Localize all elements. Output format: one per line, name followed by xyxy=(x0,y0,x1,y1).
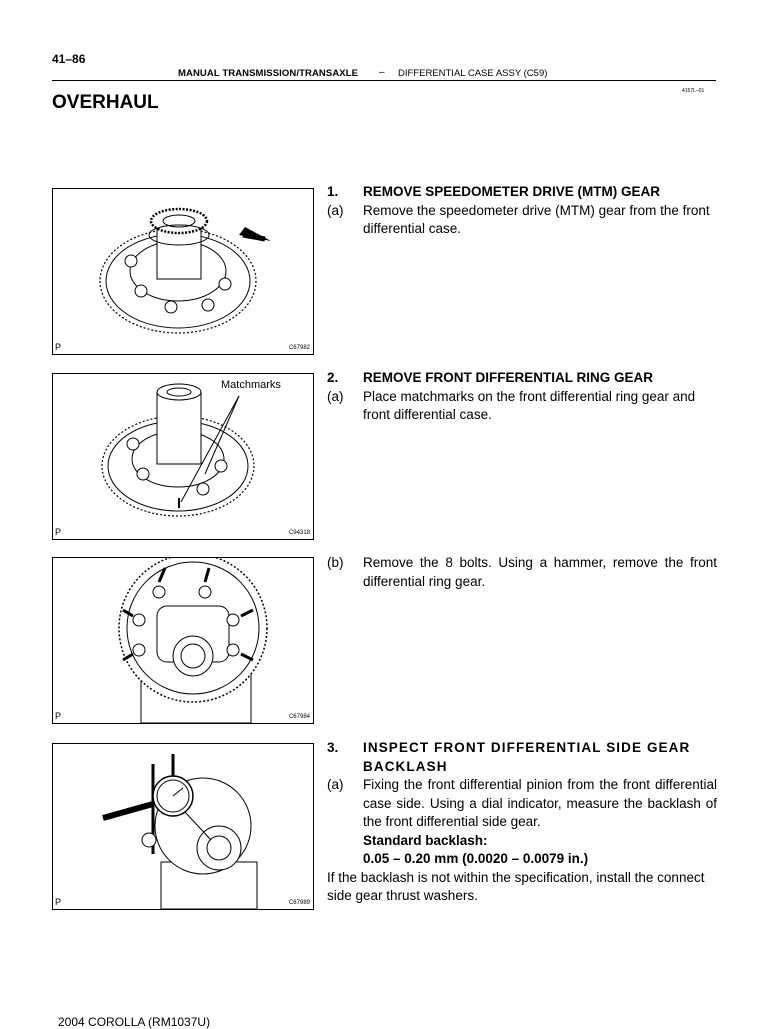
ring-gear-bolts-illustration xyxy=(53,558,313,723)
figure-code: C67984 xyxy=(288,714,310,720)
step-title: REMOVE FRONT DIFFERENTIAL RING GEAR xyxy=(363,370,654,385)
substep-text: Remove the 8 bolts. Using a hammer, remove the front differential ring gear. xyxy=(363,555,717,589)
step-note: If the backlash is not within the specification, install the connect side gear thrust washers. xyxy=(327,869,705,903)
figure-matchmarks xyxy=(52,373,314,540)
step-3 xyxy=(327,739,717,906)
step-title: INSPECT FRONT DIFFERENTIAL SIDE GEAR BACKLASH xyxy=(363,740,691,774)
figure-code: C94318 xyxy=(288,530,310,536)
substep-key: (a) xyxy=(327,202,344,218)
header-rule xyxy=(52,80,716,81)
figure-p-mark: P xyxy=(55,527,62,537)
spec-value: 0.05 – 0.20 mm (0.0020 – 0.0079 in.) xyxy=(363,851,589,866)
step-number: 3. xyxy=(327,740,339,755)
substep-text: Remove the speedometer drive (MTM) gear from the front differential case. xyxy=(363,202,710,236)
spec-label: Standard backlash: xyxy=(363,832,488,848)
figure-p-mark: P xyxy=(55,897,62,907)
step-2 xyxy=(327,369,717,425)
figure-p-mark: P xyxy=(55,711,62,721)
dial-indicator-illustration xyxy=(53,744,313,909)
header-section: DIFFERENTIAL CASE ASSY (C59) xyxy=(398,68,548,79)
step-2b xyxy=(327,554,717,591)
speedometer-gear-illustration xyxy=(53,189,313,354)
footer: 2004 COROLLA (RM1037U) xyxy=(58,1015,211,1029)
substep-key: (a) xyxy=(327,388,344,404)
figure-speedometer-gear xyxy=(52,188,314,355)
step-number: 1. xyxy=(327,184,339,199)
substep-text: Place matchmarks on the front differential ring gear and front differential case. xyxy=(363,388,696,422)
header-chapter: MANUAL TRANSMISSION/TRANSAXLE xyxy=(178,68,359,79)
figure-code: C67982 xyxy=(288,345,310,351)
step-1 xyxy=(327,183,717,239)
figure-dial-indicator xyxy=(52,743,314,910)
page-code: 4157L–01 xyxy=(682,88,705,94)
figure-code: C67989 xyxy=(288,900,310,906)
ring-gear-matchmarks-illustration xyxy=(53,374,313,539)
substep-key: (a) xyxy=(327,777,344,792)
step-title: REMOVE SPEEDOMETER DRIVE (MTM) GEAR xyxy=(363,184,661,199)
header-separator: – xyxy=(379,67,385,78)
figure-p-mark: P xyxy=(55,342,62,352)
page-number: 41–86 xyxy=(52,52,86,66)
page-title: OVERHAUL xyxy=(52,92,159,113)
figure-ring-gear-bolts xyxy=(52,557,314,724)
substep-key: (b) xyxy=(327,555,344,570)
step-number: 2. xyxy=(327,370,339,385)
substep-text: Fixing the front differential pinion from the front differential case side. Using a dial indicator, measure the backlash of the front differential side gear. xyxy=(363,777,717,829)
matchmarks-label: Matchmarks xyxy=(221,379,281,391)
